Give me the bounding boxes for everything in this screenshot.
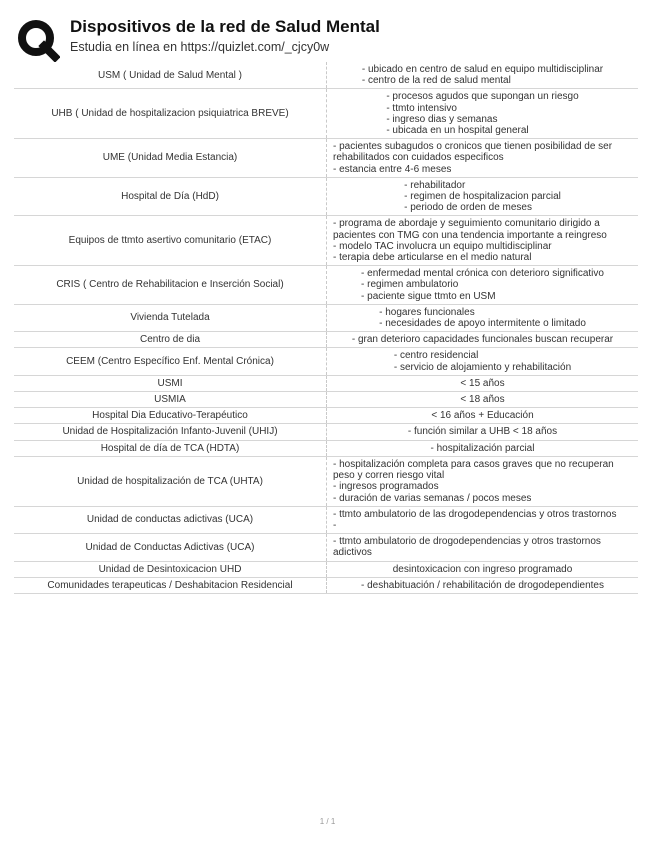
flashcard-definition: [327, 177, 639, 216]
flashcard-definition: [327, 392, 639, 408]
flashcard-term: Unidad de Conductas Adictivas (UCA): [14, 534, 327, 561]
flashcard-row: [14, 424, 638, 440]
flashcard-definition: [327, 577, 639, 593]
flashcard-row: [14, 577, 638, 593]
flashcard-term: Hospital de día de TCA (HDTA): [14, 440, 327, 456]
flashcard-definition: [327, 561, 639, 577]
flashcard-row: [14, 561, 638, 577]
page-subtitle: Estudia en línea en https://quizlet.com/_cjcy0w: [70, 40, 330, 54]
flashcard-definition: [327, 304, 639, 331]
flashcard-definition: [327, 89, 639, 139]
flashcard-term: USMI: [14, 375, 327, 391]
flashcard-definition: - hospitalización completa para casos graves que no recuperan peso y corren riesgo vital - ingresos programados - duración de varias semanas / pocos meses: [327, 456, 639, 506]
flashcard-row: [14, 348, 638, 375]
flashcard-row: [14, 534, 638, 561]
flashcard-term: USM ( Unidad de Salud Mental ): [14, 62, 327, 89]
flashcard-term: Unidad de Hospitalización Infanto-Juvenil (UHIJ): [14, 424, 327, 440]
flashcard-row: [14, 456, 638, 506]
flashcard-definition-text: - ubicado en centro de salud en equipo multidisciplinar - centro de la red de salud mental: [361, 64, 604, 87]
flashcard-row: [14, 440, 638, 456]
flashcard-term: Unidad de Desintoxicacion UHD: [14, 561, 327, 577]
flashcard-definition: [327, 408, 639, 424]
flashcard-definition: [327, 424, 639, 440]
flashcard-term: Comunidades terapeuticas / Deshabitacion Residencial: [14, 577, 327, 593]
flashcard-definition: - ttmto ambulatorio de las drogodependencias y otros trastornos -: [327, 506, 639, 533]
flashcard-definition-text: < 15 años: [460, 377, 505, 389]
flashcard-definition: [327, 440, 639, 456]
flashcard-list: [14, 62, 638, 593]
flashcard-term: Unidad de conductas adictivas (UCA): [14, 506, 327, 533]
flashcard-term: Vivienda Tutelada: [14, 304, 327, 331]
flashcard-definition-text: - deshabituación / rehabilitación de drogodependientes: [361, 579, 604, 591]
page-title: Dispositivos de la red de Salud Mental: [70, 17, 380, 36]
flashcard-definition: - pacientes subagudos o cronicos que tienen posibilidad de ser rehabilitados con cuidados especificos - estancia entre 4-6 meses: [327, 139, 639, 178]
flashcard-term: Centro de dia: [14, 332, 327, 348]
quizlet-logo-icon: [16, 18, 60, 62]
flashcard-definition: [327, 62, 639, 89]
flashcard-definition-text: < 18 años: [460, 394, 505, 406]
flashcard-definition: - programa de abordaje y seguimiento comunitario dirigido a pacientes con TMG con una tendencia importante a reingreso - modelo TAC involucra un equipo multidisciplinar - terapia debe articularse en el medio natural: [327, 216, 639, 266]
flashcard-term: UME (Unidad Media Estancia): [14, 139, 327, 178]
flashcard-definition: [327, 266, 639, 305]
flashcard-definition-text: - rehabilitador - regimen de hospitalizacion parcial - periodo de orden de meses: [404, 179, 561, 214]
flashcard-term: Hospital de Día (HdD): [14, 177, 327, 216]
flashcard-row: [14, 304, 638, 331]
flashcard-row: [14, 392, 638, 408]
flashcard-row: [14, 89, 638, 139]
flashcard-row: [14, 408, 638, 424]
flashcard-row: [14, 266, 638, 305]
flashcard-definition-text: < 16 años + Educación: [431, 410, 534, 422]
flashcard-definition-text: - centro residencial - servicio de alojamiento y rehabilitación: [393, 350, 572, 373]
flashcard-row: [14, 177, 638, 216]
flashcard-definition-text: - enfermedad mental crónica con deterioro significativo - regimen ambulatorio - paciente sigue ttmto en USM: [361, 268, 604, 302]
flashcard-definition-text: - gran deterioro capacidades funcionales buscan recuperar: [351, 334, 614, 346]
flashcard-table: [14, 62, 638, 594]
flashcard-term: CEEM (Centro Específico Enf. Mental Crónica): [14, 348, 327, 375]
flashcard-definition-text: - hogares funcionales - necesidades de apoyo intermitente o limitado: [379, 306, 586, 330]
flashcard-row: [14, 62, 638, 89]
flashcard-term: Equipos de ttmto asertivo comunitario (ETAC): [14, 216, 327, 266]
flashcard-row: [14, 332, 638, 348]
flashcard-row: [14, 216, 638, 266]
flashcard-row: [14, 375, 638, 391]
flashcard-term: Hospital Dia Educativo-Terapéutico: [14, 408, 327, 424]
page-number: 1 / 1: [319, 817, 336, 826]
flashcard-definition-text: - hospitalización parcial: [430, 442, 535, 454]
flashcard-row: [14, 139, 638, 178]
flashcard-definition: [327, 375, 639, 391]
flashcard-definition-text: - función similar a UHB < 18 años: [407, 426, 558, 438]
flashcard-term: CRIS ( Centro de Rehabilitacion e Inserción Social): [14, 266, 327, 305]
flashcard-term: Unidad de hospitalización de TCA (UHTA): [14, 456, 327, 506]
flashcard-definition-text: desintoxicacion con ingreso programado: [392, 563, 573, 575]
flashcard-definition: [327, 332, 639, 348]
flashcard-definition: [327, 348, 639, 375]
flashcard-definition-text: - procesos agudos que supongan un riesgo - ttmto intensivo - ingreso dias y semanas - ubicada en un hospital general: [386, 91, 579, 137]
flashcard-row: [14, 506, 638, 533]
flashcard-definition: - ttmto ambulatorio de drogodependencias y otros trastornos adictivos: [327, 534, 639, 561]
flashcard-term: UHB ( Unidad de hospitalizacion psiquiatrica BREVE): [14, 89, 327, 139]
flashcard-term: USMIA: [14, 392, 327, 408]
